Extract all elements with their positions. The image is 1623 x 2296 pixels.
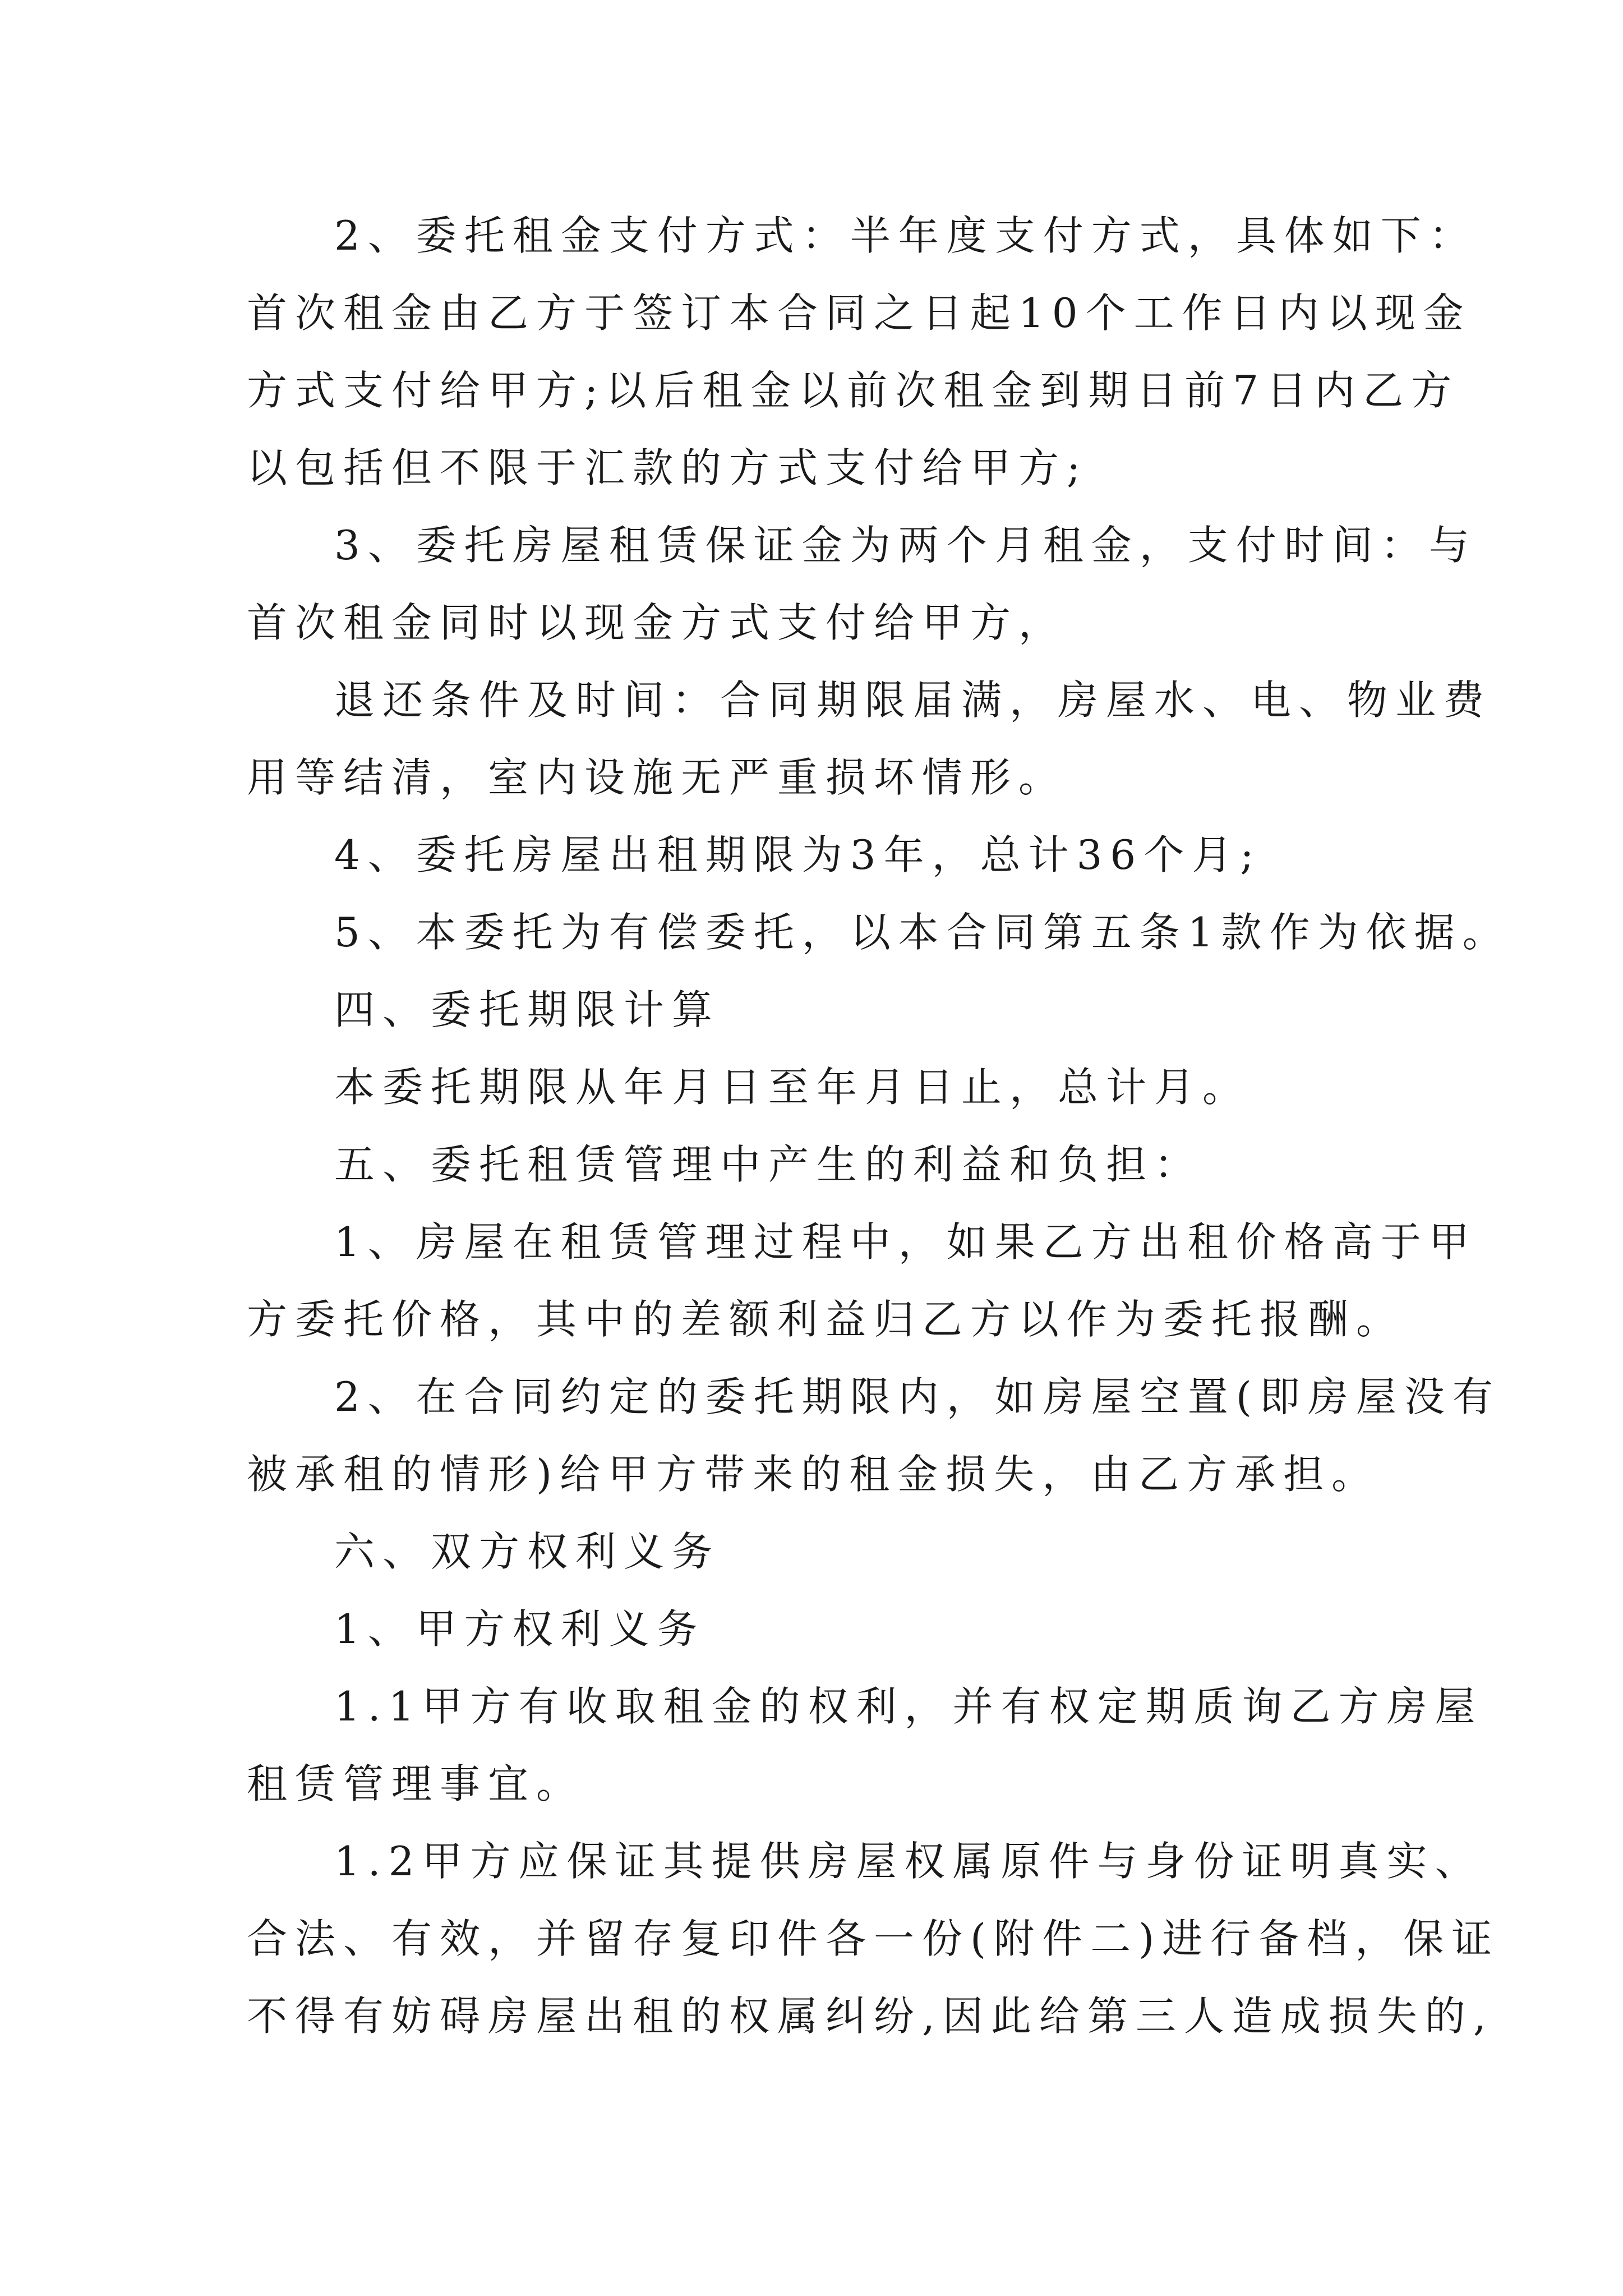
section-heading: 四、委托期限计算 <box>334 986 721 1033</box>
text-line: 合法、有效，并留存复印件各一份(附件二)进行备档，保证 <box>247 1915 1500 1962</box>
text-line: 5、本委托为有偿委托，以本合同第五条1款作为依据。 <box>334 909 1511 956</box>
text-line: 4、委托房屋出租期限为3年，总计36个月; <box>334 831 1262 878</box>
text-line: 用等结清，室内设施无严重损坏情形。 <box>247 754 1067 801</box>
text-line: 方式支付给甲方;以后租金以前次租金到期日前7日内乙方 <box>247 367 1460 414</box>
text-line: 本委托期限从年月日至年月日止，总计月。 <box>334 1064 1251 1111</box>
text-line: 3、委托房屋租赁保证金为两个月租金，支付时间：与 <box>334 522 1477 569</box>
text-line: 1、房屋在租赁管理过程中，如果乙方出租价格高于甲 <box>334 1218 1477 1266</box>
text-line: 2、委托租金支付方式：半年度支付方式，具体如下： <box>334 212 1477 259</box>
section-heading: 六、双方权利义务 <box>334 1528 721 1575</box>
text-line: 1.1甲方有收取租金的权利，并有权定期质询乙方房屋 <box>334 1683 1483 1730</box>
text-line: 首次租金由乙方于签订本合同之日起10个工作日内以现金 <box>247 289 1472 337</box>
subsection-heading: 1、甲方权利义务 <box>334 1605 706 1653</box>
text-line: 以包括但不限于汇款的方式支付给甲方; <box>247 444 1089 491</box>
text-line: 1.2甲方应保证其提供房屋权属原件与身份证明真实、 <box>334 1838 1483 1885</box>
text-line: 租赁管理事宜。 <box>247 1760 585 1807</box>
text-line: 被承租的情形)给甲方带来的租金损失，由乙方承担。 <box>247 1451 1380 1498</box>
text-line: 不得有妨碍房屋出租的权属纠纷,因此给第三人造成损失的, <box>247 1993 1494 2040</box>
text-line: 2、在合同约定的委托期限内，如房屋空置(即房屋没有 <box>334 1373 1501 1420</box>
text-line: 方委托价格，其中的差额利益归乙方以作为委托报酬。 <box>247 1296 1405 1343</box>
text-line: 首次租金同时以现金方式支付给甲方， <box>247 599 1067 646</box>
section-heading: 五、委托租赁管理中产生的利益和负担： <box>334 1141 1203 1188</box>
text-line: 退还条件及时间：合同期限届满，房屋水、电、物业费 <box>334 677 1492 724</box>
